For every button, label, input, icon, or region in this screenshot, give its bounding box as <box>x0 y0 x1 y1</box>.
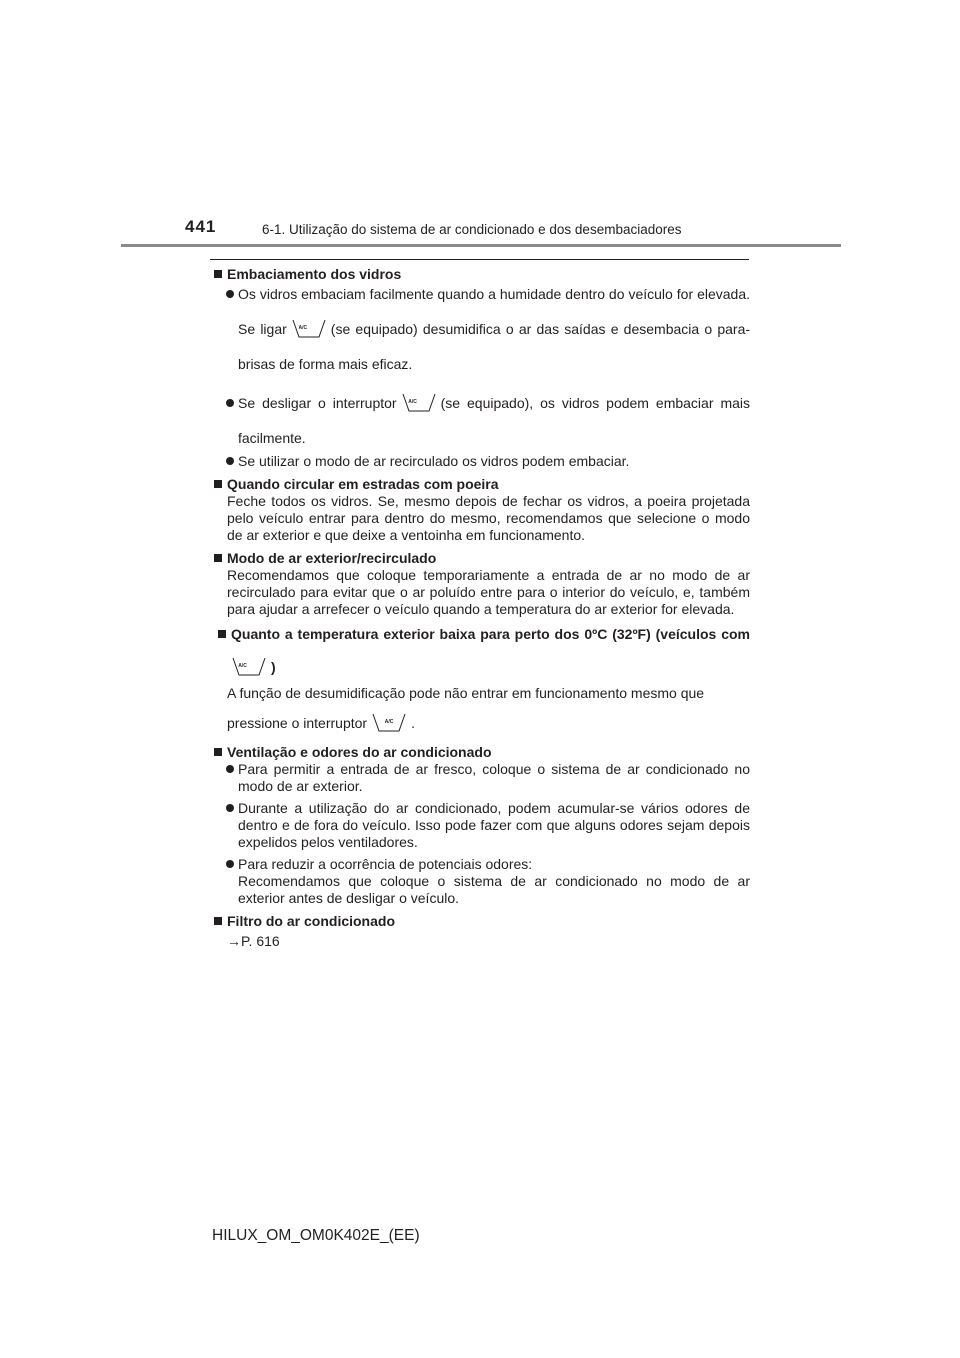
section-heading-cold: Quanto a temperatura exterior baixa para perto dos 0ºC (32ºF) (veículos com A/C ) <box>210 618 750 684</box>
ac-button-icon: A/C <box>372 713 406 733</box>
header-rule <box>121 244 841 247</box>
chapter-title: 6-1. Utilização do sistema de ar condicionado e dos desembaciadores <box>262 222 682 237</box>
section-heading-mode: Modo de ar exterior/recirculado <box>210 550 750 567</box>
page-content <box>210 266 750 950</box>
paragraph-dust: Feche todos os vidros. Se, mesmo depois de fechar os vidros, a poeira projetada pelo veículo entrar para dentro do mesmo, recomendamos que selecione o modo de ar exterior e que deixe a ventoinha em funcionamento. <box>227 493 750 543</box>
square-bullet-icon <box>214 480 222 488</box>
section-rule <box>210 259 749 260</box>
round-bullet-icon <box>226 860 234 868</box>
square-bullet-icon <box>214 917 222 925</box>
section-heading-filter: Filtro do ar condicionado <box>210 913 750 930</box>
bullet-fog-1: Os vidros embaciam facilmente quando a humidade dentro do veículo for elevada. Se ligar A/C (se equipado) desumidifica o ar das saídas e desembacia o para-brisas de forma mais eficaz. <box>210 277 750 382</box>
bullet-odor-1: Para permitir a entrada de ar fresco, coloque o sistema de ar condicionado no modo de ar exterior. <box>210 761 750 795</box>
square-bullet-icon <box>214 748 222 756</box>
bullet-fog-2: Se desligar o interruptor A/C (se equipado), os vidros podem embaciar mais facilmente. <box>210 386 750 456</box>
bullet-odor-2: Durante a utilização do ar condicionado, podem acumular-se vários odores de dentro e de fora do veículo. Isso pode fazer com que alguns odores sejam depois expelidos pelos ventiladores. <box>210 800 750 851</box>
section-heading-fog: Embaciamento dos vidros <box>210 266 750 283</box>
square-bullet-icon <box>218 630 226 638</box>
page-number: 441 <box>185 217 217 236</box>
ac-button-icon: A/C <box>292 319 326 339</box>
round-bullet-icon <box>226 457 234 465</box>
bullet-fog-3: Se utilizar o modo de ar recirculado os vidros podem embaciar. <box>210 453 750 470</box>
section-heading-odor: Ventilação e odores do ar condicionado <box>210 744 750 761</box>
section-heading-dust: Quando circular em estradas com poeira <box>210 476 750 493</box>
round-bullet-icon <box>226 765 234 773</box>
page-reference-link[interactable]: →P. 616 <box>227 933 280 949</box>
round-bullet-icon <box>226 290 234 298</box>
square-bullet-icon <box>214 554 222 562</box>
ac-button-icon: A/C <box>402 393 436 413</box>
paragraph-mode: Recomendamos que coloque temporariamente a entrada de ar no modo de ar recirculado para evitar que o ar poluído entre para o interior do veículo, e, também para ajudar a arrefecer o veículo quando a temperatura do ar exterior for elevada. <box>227 567 750 617</box>
round-bullet-icon <box>226 399 234 407</box>
round-bullet-icon <box>226 804 234 812</box>
bullet-odor-3: Para reduzir a ocorrência de potenciais odores: Recomendamos que coloque o sistema de ar condicionado no modo de ar exterior antes de desligar o veículo. <box>210 856 750 907</box>
square-bullet-icon <box>214 270 222 278</box>
paragraph-cold: A função de desumidificação pode não entrar em funcionamento mesmo que pressione o interruptor A/C . <box>227 685 705 731</box>
document-code: HILUX_OM_OM0K402E_(EE) <box>212 1227 420 1244</box>
ac-button-icon: A/C <box>232 657 266 677</box>
